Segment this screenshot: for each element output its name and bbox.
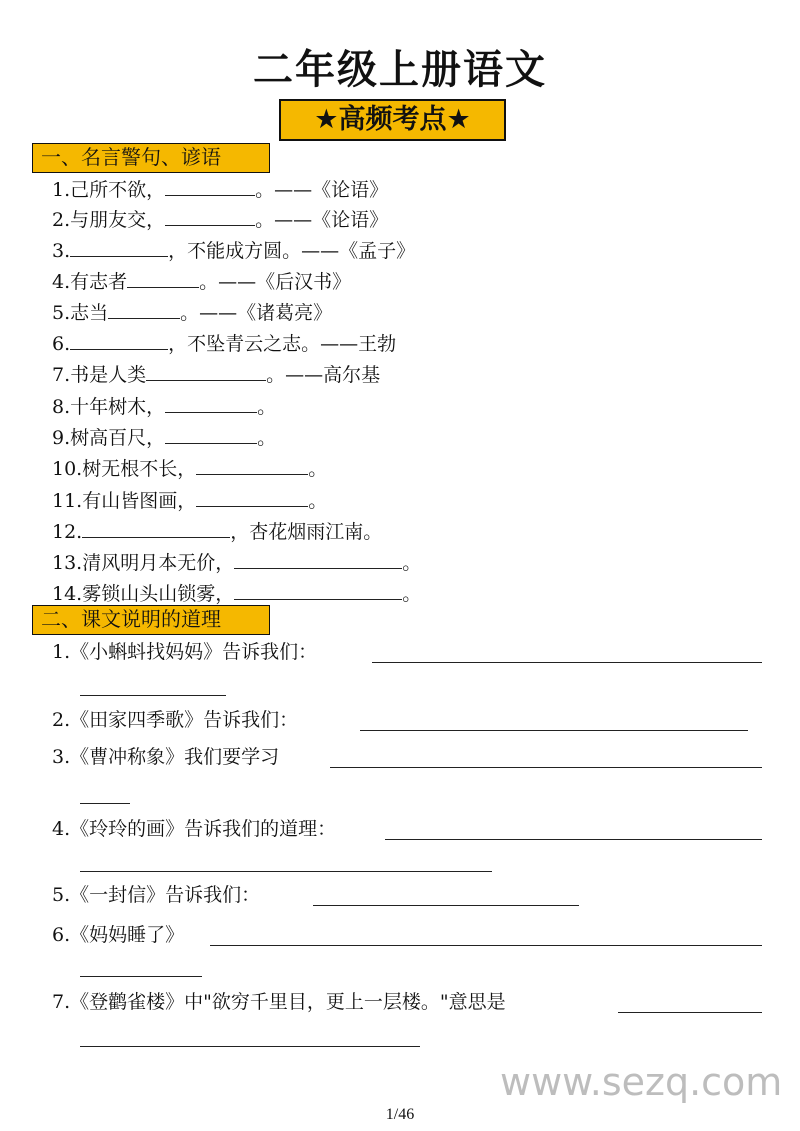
watermark: www.sezq.com: [500, 1060, 783, 1104]
proverb-item: [52, 484, 327, 514]
item-number: 11.: [52, 490, 83, 512]
page-number: 1/46: [385, 1106, 415, 1123]
fill-in-blank[interactable]: [196, 452, 308, 475]
section-heading-1: 一、名言警句、谚语: [32, 143, 270, 173]
proverb-item: [52, 203, 388, 233]
item-number: 6.: [52, 333, 71, 355]
item-suffix-text: 。——《论语》: [255, 179, 389, 201]
item-number: 10.: [52, 458, 83, 480]
fill-in-blank[interactable]: [70, 234, 168, 257]
proverb-item: [52, 577, 421, 607]
lesson-prompt-text: 《小蝌蚪找妈妈》告诉我们：: [70, 641, 318, 663]
proverb-item: [52, 296, 332, 326]
item-number: 6.: [52, 924, 71, 946]
item-suffix-text: 。: [257, 427, 277, 449]
item-number: 2.: [52, 209, 71, 231]
proverb-item: [52, 327, 396, 357]
proverb-item: [52, 452, 327, 482]
item-number: 8.: [52, 396, 71, 418]
item-number: 7.: [52, 991, 71, 1013]
item-number: 3.: [52, 240, 71, 262]
answer-line-continuation[interactable]: [80, 694, 226, 696]
item-number: 9.: [52, 427, 71, 449]
item-number: 1.: [52, 641, 71, 663]
answer-line-continuation[interactable]: [80, 802, 130, 804]
lesson-prompt-text: 《玲玲的画》告诉我们的道理：: [70, 818, 337, 840]
item-prefix-text: 清风明月本无价，: [82, 552, 235, 574]
item-suffix-text: 。: [402, 552, 422, 574]
answer-line[interactable]: [372, 661, 762, 663]
item-number: 1.: [52, 179, 71, 201]
item-suffix-text: 。: [402, 583, 422, 605]
item-prefix-text: 雾锁山头山锁雾，: [82, 583, 235, 605]
item-suffix-text: 。: [308, 490, 328, 512]
item-suffix-text: 。——高尔基: [266, 364, 381, 386]
fill-in-blank[interactable]: [234, 577, 402, 600]
item-prefix-text: 有山皆图画，: [82, 490, 197, 512]
item-number: 5.: [52, 884, 71, 906]
proverb-item: [52, 515, 382, 545]
item-number: 14.: [52, 583, 83, 605]
item-prefix-text: 有志者: [70, 271, 128, 293]
proverb-item: [52, 173, 388, 203]
item-prefix-text: 与朋友交，: [70, 209, 166, 231]
lesson-prompt-text: 《登鹳雀楼》中"欲穷千里目，更上一层楼。"意思是: [70, 991, 506, 1013]
item-prefix-text: 树高百尺，: [70, 427, 166, 449]
answer-line[interactable]: [330, 766, 762, 768]
lesson-prompt-text: 《田家四季歌》告诉我们：: [70, 709, 299, 731]
item-number: 4.: [52, 271, 71, 293]
fill-in-blank[interactable]: [70, 327, 168, 350]
item-suffix-text: 。: [308, 458, 328, 480]
item-suffix-text: ，不能成方圆。——《孟子》: [168, 240, 416, 262]
item-suffix-text: 。: [257, 396, 277, 418]
fill-in-blank[interactable]: [127, 265, 199, 288]
page-title: 二年级上册语文: [253, 47, 547, 93]
item-number: 2.: [52, 709, 71, 731]
proverb-item: [52, 358, 380, 388]
item-suffix-text: 。——《诸葛亮》: [180, 302, 333, 324]
answer-line-continuation[interactable]: [80, 975, 202, 977]
answer-line-continuation[interactable]: [80, 1045, 420, 1047]
section-heading-2: 二、课文说明的道理: [32, 605, 270, 635]
lesson-item: [52, 880, 260, 910]
fill-in-blank[interactable]: [165, 173, 255, 196]
lesson-prompt-text: 《妈妈睡了》: [70, 924, 185, 946]
proverb-item: [52, 234, 415, 264]
item-prefix-text: 书是人类: [70, 364, 147, 386]
lesson-item: [52, 920, 184, 950]
item-prefix-text: 志当: [70, 302, 109, 324]
item-number: 13.: [52, 552, 83, 574]
lesson-prompt-text: 《一封信》告诉我们：: [70, 884, 261, 906]
item-suffix-text: 。——《后汉书》: [199, 271, 352, 293]
lesson-prompt-text: 《曹冲称象》我们要学习: [70, 746, 280, 768]
item-prefix-text: 树无根不长，: [82, 458, 197, 480]
fill-in-blank[interactable]: [234, 546, 402, 569]
answer-line[interactable]: [210, 944, 762, 946]
lesson-item: [52, 742, 279, 772]
item-number: 12.: [52, 521, 83, 543]
item-number: 4.: [52, 818, 71, 840]
lesson-item: [52, 814, 336, 844]
lesson-item: [52, 987, 506, 1017]
fill-in-blank[interactable]: [165, 390, 257, 413]
fill-in-blank[interactable]: [196, 484, 308, 507]
fill-in-blank[interactable]: [165, 203, 255, 226]
answer-line[interactable]: [618, 1011, 762, 1013]
proverb-item: [52, 265, 351, 295]
proverb-item: [52, 546, 421, 576]
fill-in-blank[interactable]: [165, 421, 257, 444]
lesson-item: [52, 637, 317, 667]
item-prefix-text: 十年树木，: [70, 396, 166, 418]
item-prefix-text: 己所不欲，: [70, 179, 166, 201]
item-suffix-text: ，杏花烟雨江南。: [230, 521, 383, 543]
subtitle-banner: ★高频考点★: [279, 99, 506, 141]
fill-in-blank[interactable]: [82, 515, 230, 538]
item-suffix-text: ，不坠青云之志。——王勃: [168, 333, 397, 355]
item-number: 5.: [52, 302, 71, 324]
item-number: 7.: [52, 364, 71, 386]
item-number: 3.: [52, 746, 71, 768]
answer-line[interactable]: [385, 838, 762, 840]
proverb-item: [52, 421, 276, 451]
answer-line[interactable]: [313, 904, 579, 906]
answer-line[interactable]: [360, 729, 748, 731]
proverb-item: [52, 390, 276, 420]
answer-line-continuation[interactable]: [80, 870, 492, 872]
item-suffix-text: 。——《论语》: [255, 209, 389, 231]
lesson-item: [52, 705, 298, 735]
fill-in-blank[interactable]: [108, 296, 180, 319]
fill-in-blank[interactable]: [146, 358, 266, 381]
